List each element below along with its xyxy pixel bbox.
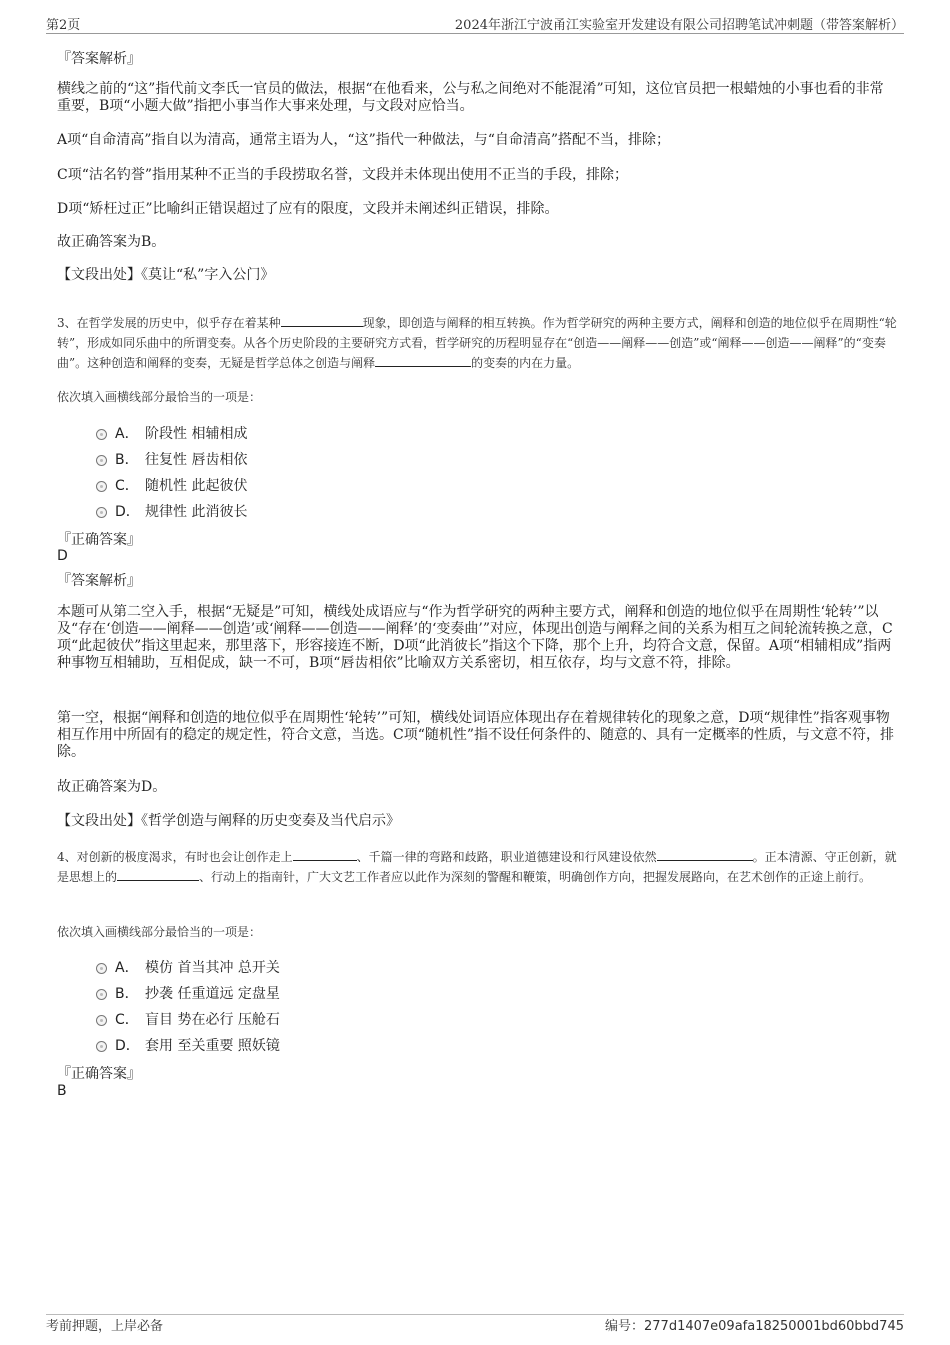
radio-button[interactable] (96, 989, 107, 1000)
page-header (46, 14, 904, 34)
analysis-paragraph: A项“自命清高”指自以为清高，通常主语为人，“这”指代一种做法，与“自命清高”搭配不当，排除； (57, 132, 671, 148)
analysis-label: 『答案解析』 (57, 51, 141, 67)
radio-button[interactable] (96, 481, 107, 492)
passage-source: 【文段出处】《哲学创造与阐释的历史变奏及当代启示》 (57, 813, 400, 829)
correct-answer-label: 『正确答案』 (57, 532, 141, 548)
correct-answer-label: 『正确答案』 (57, 1066, 141, 1082)
radio-button[interactable] (96, 429, 107, 440)
analysis-paragraph: C项“沽名钓誉”指用某种不正当的手段捞取名誉，文段并未体现出使用不正当的手段，排除； (57, 167, 629, 183)
footer-slogan: 考前押题，上岸必备 (46, 1319, 164, 1334)
correct-answer: B (57, 1083, 67, 1099)
document-code: 编号：277d1407e09afa18250001bd60bbd745 (605, 1319, 904, 1334)
radio-button[interactable] (96, 1015, 107, 1026)
passage-source: 【文段出处】《莫让“私”字入公门》 (57, 267, 275, 283)
analysis-label: 『答案解析』 (57, 573, 141, 589)
analysis-paragraph: 本题可从第二空入手，根据“无疑是”可知，横线处成语应与“作为哲学研究的两种主要方式，阐释和创造的地位似乎在周期性‘轮转’”以及“存在‘创造——阐释——创造’或‘阐释——创造——阐释’的‘变奏曲’”对应，体现出创造与阐释之间的关系为相互之间轮流转换之意，C项“此起彼伏”指这里起来，那里落下，形容接连不断，D项“此消彼长”指这个下降，那个上升，均符合文意，保留。A项“相辅相成”指两种事物互相辅助，互相促成，缺一不可，B项“唇齿相依”比喻双方关系密切，相互依存，均与文意不符，排除。 (57, 604, 893, 671)
document-title: 2024年浙江宁波甬江实验室开发建设有限公司招聘笔试冲刺题（带答案解析） (454, 18, 904, 33)
question-3-stem: 3、在哲学发展的历史中，似乎存在着某种 现象，即创造与阐释的相互转换。作为哲学研究的两种主要方式，阐释和创造的地位似乎在周期性“轮转”，形成如同乐曲中的所谓变奏。从各个历史阶段的主要研究方式看，哲学研究的历程明显存在“创造——阐释——创造”或“阐释——创造——阐释”的“变奏曲”。这种创造和阐释的变奏，无疑是哲学总体之创造与阐释 的变奏的内在力量。 (57, 316, 897, 370)
radio-button[interactable] (96, 963, 107, 974)
fill-blank (293, 849, 357, 861)
radio-button[interactable] (96, 507, 107, 518)
fill-blank (375, 355, 471, 367)
question-instruction: 依次填入画横线部分最恰当的一项是： (57, 390, 262, 404)
fill-blank (281, 315, 363, 327)
fill-blank (117, 869, 199, 881)
fill-blank (657, 849, 753, 861)
analysis-paragraph: 第一空，根据“阐释和创造的地位似乎在周期性‘轮转’”可知，横线处词语应体现出存在着规律转化的现象之意，D项“规律性”指客观事物相互作用中所固有的稳定的规定性，符合文意，当选。C项“随机性”指不设任何条件的、随意的、具有一定概率的性质，与文意不符，排除。 (57, 710, 895, 760)
analysis-paragraph: D项“矫枉过正”比喻纠正错误超过了应有的限度，文段并未阐述纠正错误，排除。 (57, 201, 559, 217)
analysis-paragraph: 横线之前的“这”指代前文李氏一官员的做法，根据“在他看来，公与私之间绝对不能混淆”可知，这位官员把一根蜡烛的小事也看的非常重要，B项“小题大做”指把小事当作大事来处理，与文段对应恰当。 (57, 81, 884, 114)
radio-button[interactable] (96, 1041, 107, 1052)
radio-button[interactable] (96, 455, 107, 466)
page-footer (46, 1314, 904, 1334)
page-number: 第2页 (46, 18, 81, 33)
question-4-stem: 4、对创新的极度渴求，有时也会让创作走上 、千篇一律的弯路和歧路，职业道德建设和行风建设依然 。正本清源、守正创新，就是思想上的 、行动上的指南针，广大文艺工作者应以此作为深刻的警醒和鞭策，明确创作方向，把握发展路向，在艺术创作的正途上前行。 (57, 850, 897, 884)
analysis-conclusion: 故正确答案为D。 (57, 779, 167, 795)
question-instruction: 依次填入画横线部分最恰当的一项是： (57, 925, 262, 939)
analysis-conclusion: 故正确答案为B。 (57, 234, 166, 250)
correct-answer: D (57, 548, 68, 564)
